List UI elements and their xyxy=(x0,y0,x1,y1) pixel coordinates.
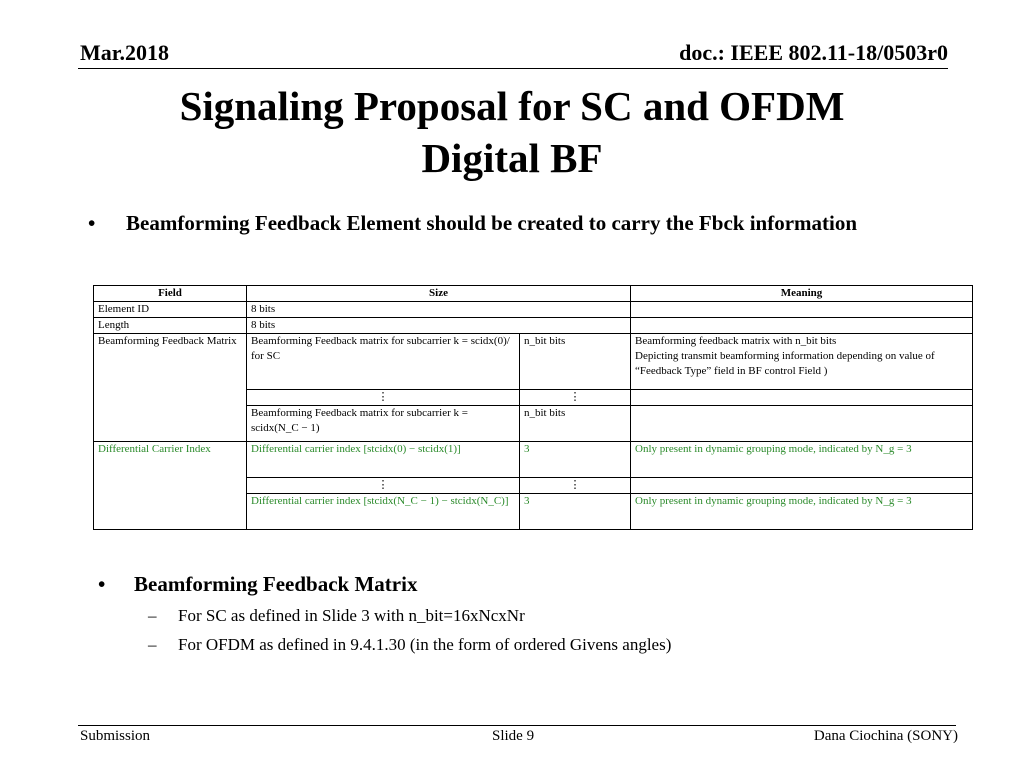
cell-meaning xyxy=(631,334,973,390)
table-row-length xyxy=(94,318,973,334)
slide-title-line2: Digital BF xyxy=(421,135,603,181)
table-row-diff-carrier-first xyxy=(94,442,973,478)
cell-meaning: Only present in dynamic grouping mode, indicated by N_g = 3 xyxy=(631,494,973,530)
header-meaning: Meaning xyxy=(631,286,973,302)
footer-slide-number: Slide 9 xyxy=(492,728,535,744)
cell-meaning xyxy=(631,390,973,406)
cell-meaning: Only present in dynamic grouping mode, indicated by N_g = 3 xyxy=(631,442,973,478)
table-row-bf-matrix-first xyxy=(94,334,973,390)
cell-meaning xyxy=(631,406,973,442)
footer-author: Dana Ciochina (SONY) xyxy=(813,728,958,744)
cell-size: 8 bits xyxy=(247,302,631,318)
cell-field: Beamforming Feedback Matrix xyxy=(94,334,247,442)
cell-field: Length xyxy=(94,318,247,334)
cell-meaning xyxy=(631,302,973,318)
meaning-line1: Beamforming feedback matrix with n_bit bits xyxy=(635,335,837,347)
cell-vdots: ⋮ xyxy=(520,478,631,494)
header-field: Field xyxy=(94,286,247,302)
subitem-ofdm-text: For OFDM as defined in 9.4.1.30 (in the form of ordered Givens angles) xyxy=(178,635,672,654)
header-rule xyxy=(78,68,948,69)
subitem-sc xyxy=(148,606,525,626)
cell-size: Beamforming Feedback matrix for subcarrier k = scidx(0)/ for SC xyxy=(247,334,520,390)
cell-bits: 3 xyxy=(520,442,631,478)
cell-size: Beamforming Feedback matrix for subcarrier k = scidx(N_C − 1) xyxy=(247,406,520,442)
cell-size: 8 bits xyxy=(247,318,631,334)
cell-meaning xyxy=(631,318,973,334)
table-header-row xyxy=(94,286,973,302)
header-doc-id: doc.: IEEE 802.11-18/0503r0 xyxy=(679,40,948,65)
feedback-element-table xyxy=(93,285,973,530)
slide-title-line1: Signaling Proposal for SC and OFDM xyxy=(179,83,845,129)
header-date: Mar.2018 xyxy=(80,40,170,65)
table-row-element-id xyxy=(94,302,973,318)
dash-icon: – xyxy=(148,635,157,654)
cell-field: Element ID xyxy=(94,302,247,318)
footer-submission: Submission xyxy=(80,728,151,744)
slide-title xyxy=(0,80,1024,184)
footer-rule xyxy=(78,725,956,726)
cell-bits: n_bit bits xyxy=(520,334,631,390)
bullet-feedback-element xyxy=(88,208,938,238)
cell-field: Differential Carrier Index xyxy=(94,442,247,530)
cell-vdots: ⋮ xyxy=(247,478,520,494)
subitem-ofdm xyxy=(148,635,671,655)
bullet-icon: • xyxy=(88,211,96,235)
bullet-feedback-element-text: Beamforming Feedback Element should be created to carry the Fbck information xyxy=(126,211,858,235)
cell-size: Differential carrier index [stcidx(0) − stcidx(1)] xyxy=(247,442,520,478)
cell-vdots: ⋮ xyxy=(247,390,520,406)
dash-icon: – xyxy=(148,606,157,625)
meaning-line2: Depicting transmit beamforming information depending on value of “Feedback Type” field in BF control Field ) xyxy=(635,350,935,377)
subitem-sc-text: For SC as defined in Slide 3 with n_bit=16xNcxNr xyxy=(178,606,525,625)
cell-meaning xyxy=(631,478,973,494)
header-size: Size xyxy=(247,286,631,302)
bullet-icon: • xyxy=(98,572,106,596)
cell-vdots: ⋮ xyxy=(520,390,631,406)
cell-size: Differential carrier index [stcidx(N_C − 1) − stcidx(N_C)] xyxy=(247,494,520,530)
cell-bits: 3 xyxy=(520,494,631,530)
bullet-feedback-matrix-text: Beamforming Feedback Matrix xyxy=(134,572,418,596)
cell-bits: n_bit bits xyxy=(520,406,631,442)
bullet-feedback-matrix xyxy=(98,572,417,597)
